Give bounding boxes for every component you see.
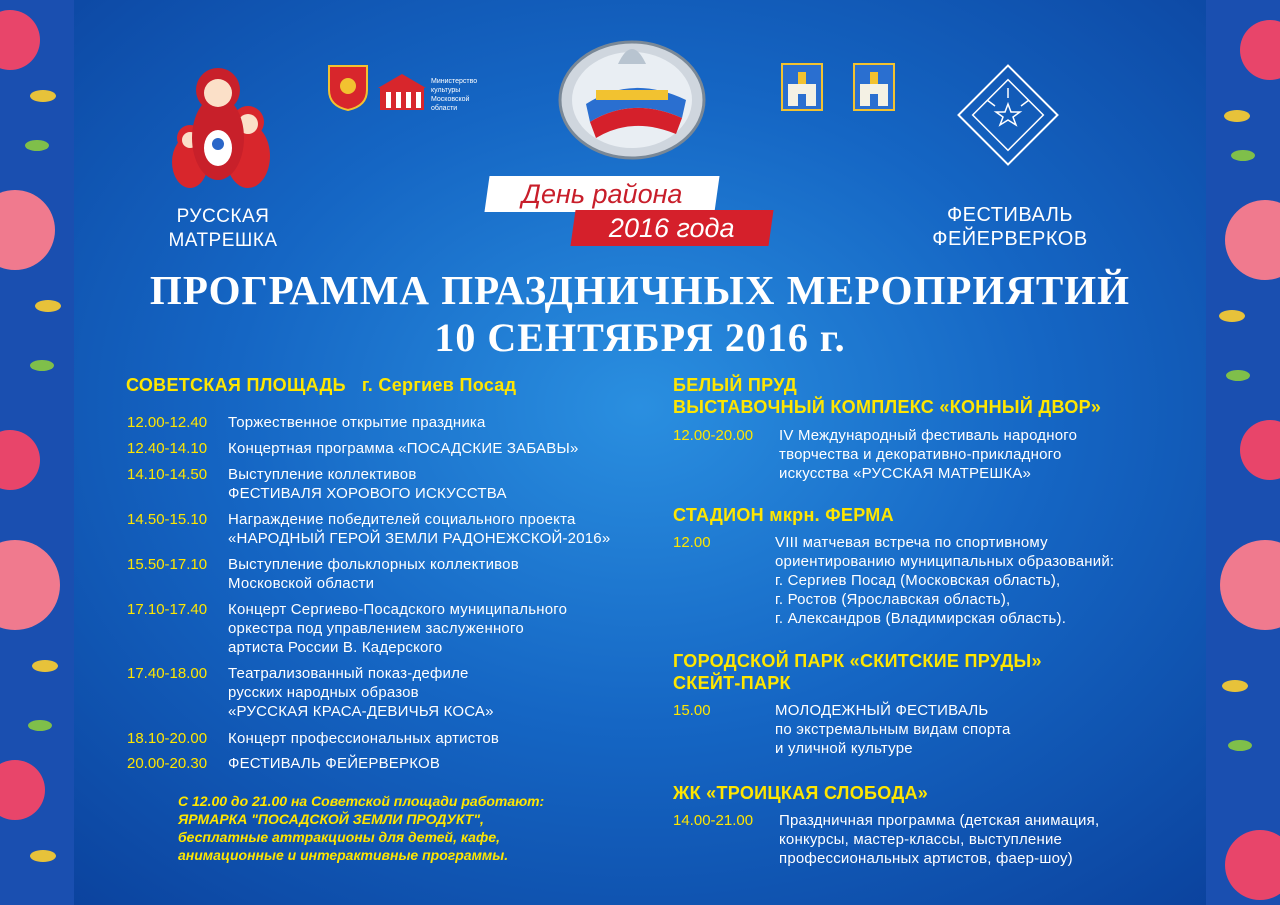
right-section-heading-belyi-prud: БЕЛЫЙ ПРУД ВЫСТАВОЧНЫЙ КОМПЛЕКС «КОННЫЙ ДВОР» <box>673 375 1102 417</box>
schedule-event: ФЕСТИВАЛЬ ФЕЙЕРВЕРКОВ <box>228 755 441 772</box>
schedule-event: Концерт профессиональных артистов <box>228 730 500 747</box>
district-day-globe-icon <box>556 34 708 162</box>
right-floral-border <box>1206 0 1280 905</box>
schedule-event: Награждение победителей социального проекта «НАРОДНЫЙ ГЕРОЙ ЗЕМЛИ РАДОНЕЖСКОЙ-2016» <box>228 511 611 547</box>
ministry-label-line1: Министерство <box>431 78 478 85</box>
schedule-time: 12.40-14.10 <box>127 440 208 457</box>
schedule-event: Выступление фольклорных коллективов Московской области <box>228 556 519 592</box>
schedule-time: 20.00-20.30 <box>127 755 208 772</box>
banner-district-day <box>484 176 719 212</box>
fireworks-label-line1: ФЕСТИВАЛЬ <box>946 204 1074 226</box>
schedule-time: 18.10-20.00 <box>127 730 208 747</box>
square-info-note: С 12.00 до 21.00 на Советской площади работают: ЯРМАРКА "ПОСАДСКОЙ ЗЕМЛИ ПРОДУКТ", бесплатные аттракционы для детей, кафе, анимационные и интерактивные программы. <box>178 793 545 863</box>
fireworks-label <box>925 203 1095 251</box>
fireworks-festival-logo-icon <box>935 60 1081 190</box>
schedule-time: 17.10-17.40 <box>127 601 208 618</box>
schedule-event: Концертная программа «ПОСАДСКИЕ ЗАБАВЫ» <box>228 440 579 457</box>
ministry-label-line2: культуры <box>431 87 461 94</box>
page-title: ПРОГРАММА ПРАЗДНИЧНЫХ МЕРОПРИЯТИЙ <box>149 267 1131 313</box>
schedule-time: 14.00-21.00 <box>673 812 754 829</box>
schedule-time: 15.00 <box>673 702 711 719</box>
left-section-heading: СОВЕТСКАЯ ПЛОЩАДЬ г. Сергиев Посад <box>126 375 517 395</box>
schedule-event: Торжественное открытие праздника <box>228 414 486 431</box>
schedule-event: VIII матчевая встреча по спортивному ориентированию муниципальных образований: г. Сергиев Посад (Московская область), г. Ростов (Ярославская область), г. Александров (Владимирская область). <box>775 534 1115 627</box>
schedule-time: 12.00-12.40 <box>127 414 208 431</box>
schedule-time: 15.50-17.10 <box>127 556 208 573</box>
ministry-label-line4: области <box>431 105 458 112</box>
matryoshka-logo-icon <box>160 60 274 190</box>
schedule-event: Театрализованный показ-дефиле русских народных образов «РУССКАЯ КРАСА-ДЕВИЧЬЯ КОСА» <box>228 665 494 720</box>
banner-year <box>570 210 773 246</box>
matryoshka-label-line1: РУССКАЯ <box>176 206 270 227</box>
matryoshka-label <box>150 205 296 253</box>
schedule-event: МОЛОДЕЖНЫЙ ФЕСТИВАЛЬ по экстремальным видам спорта и уличной культуре <box>775 702 1011 757</box>
sergiev-posad-district-coat-of-arms-icon <box>852 62 896 112</box>
left-floral-border <box>0 0 74 905</box>
schedule-time: 14.50-15.10 <box>127 511 208 528</box>
right-section-heading-park: ГОРОДСКОЙ ПАРК «СКИТСКИЕ ПРУДЫ» СКЕЙТ-ПАРК <box>673 651 1042 693</box>
ministry-label-line3: Московской <box>431 96 470 103</box>
banner-line2: 2016 года <box>609 212 735 243</box>
fireworks-label-line2: ФЕЙЕРВЕРКОВ <box>932 228 1088 250</box>
schedule-time: 14.10-14.50 <box>127 466 208 483</box>
schedule-event: IV Международный фестиваль народного творчества и декоративно-прикладного искусства «РУССКАЯ МАТРЕШКА» <box>779 427 1078 482</box>
page-date: 10 СЕНТЯБРЯ 2016 г. <box>434 315 846 360</box>
banner-line1: День района <box>521 178 683 209</box>
ministry-culture-logo-icon <box>376 72 428 110</box>
schedule-time: 12.00 <box>673 534 711 551</box>
schedule-event: Выступление коллективов ФЕСТИВАЛЯ ХОРОВОГО ИСКУССТВА <box>228 466 507 502</box>
ministry-label <box>431 77 477 113</box>
moscow-region-emblem-icon <box>327 62 369 112</box>
right-section-heading-stadium: СТАДИОН мкрн. ФЕРМА <box>673 505 894 525</box>
schedule-event: Праздничная программа (детская анимация, конкурсы, мастер-классы, выступление профессиональных артистов, фаер-шоу) <box>779 812 1100 867</box>
matryoshka-label-line2: МАТРЕШКА <box>168 230 278 251</box>
right-section-heading-sloboda: ЖК «ТРОИЦКАЯ СЛОБОДА» <box>673 783 929 803</box>
sergiev-posad-coat-of-arms-icon <box>780 62 824 112</box>
schedule-time: 12.00-20.00 <box>673 427 754 444</box>
schedule-time: 17.40-18.00 <box>127 665 208 682</box>
schedule-event: Концерт Сергиево-Посадского муниципального оркестра под управлением заслуженного артиста России В. Кадерского <box>228 601 568 656</box>
